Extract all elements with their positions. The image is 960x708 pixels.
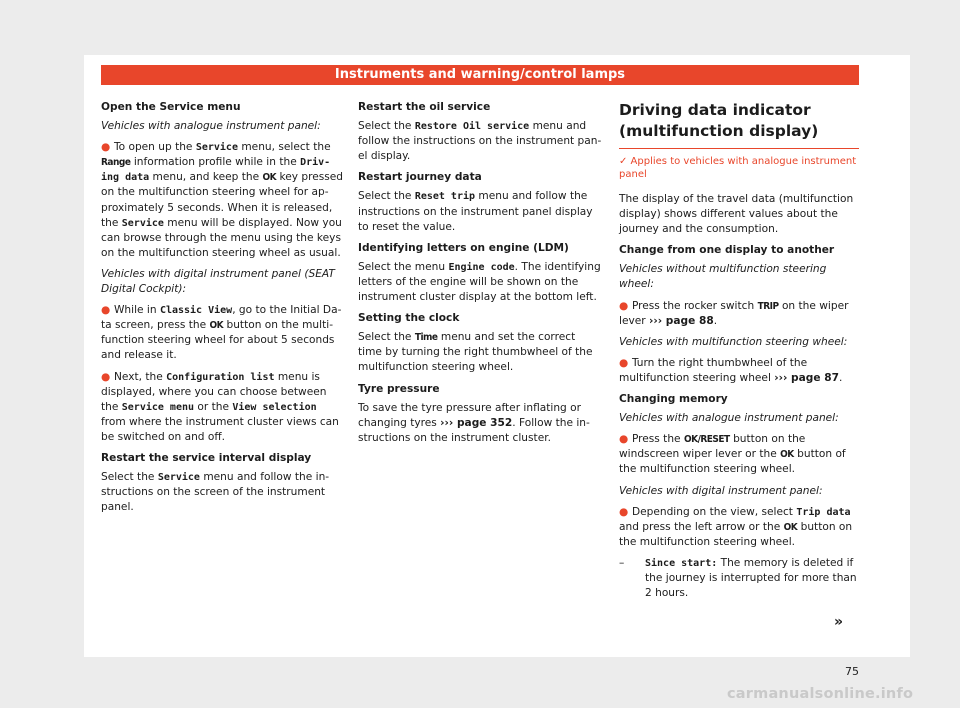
watermark: carmanualsonline.info	[727, 686, 914, 702]
page-header: Instruments and warning/control lamps	[101, 65, 859, 85]
dash-item-since-start: – Since start: The memory is deleted if the journey is interrupted for more than 2 hours.	[619, 556, 859, 601]
para-tyre-pressure: To save the tyre pressure after inflating or changing tyres ››› page 352. Follow the instructions on the instrument cluster.	[358, 401, 590, 444]
para-oil-service: Select the Restore Oil service menu and follow the instructions on the instrument panel display.	[358, 120, 602, 163]
bullet-dot-icon: ●	[619, 356, 632, 369]
heading-restart-journey-data: Restart journey data	[358, 171, 482, 184]
heading-tyre-pressure: Tyre pressure	[358, 382, 440, 395]
column-right	[619, 100, 859, 601]
subheading-digital: Vehicles with digital instrument panel (SEAT Digital Cockpit):	[101, 267, 335, 296]
bullet-rocker-switch: ● Press the rocker switch TRIP on the wiper lever ››› page 88.	[619, 299, 849, 327]
column-left	[101, 100, 344, 521]
heading-engine-letters: Identifying letters on engine (LDM)	[358, 241, 569, 254]
column-middle	[358, 100, 602, 452]
para-journey-data: Select the Reset trip menu and follow the instructions on the instrument panel display to reset the value.	[358, 190, 593, 233]
page-reference-link[interactable]: ››› page 352	[440, 416, 513, 429]
para-clock: Select the Time menu and set the correct time by turning the right thumbwheel of the multifunction steering wheel.	[358, 331, 593, 374]
subheading-analogue-panel: Vehicles with analogue instrument panel:	[619, 412, 839, 425]
bullet-dot-icon: ●	[619, 505, 632, 518]
subheading-digital-panel: Vehicles with digital instrument panel:	[619, 484, 823, 497]
heading-setting-clock: Setting the clock	[358, 312, 460, 325]
bullet-trip-data: ● Depending on the view, select Trip data and press the left arrow or the OK button on the multifunction steering wheel.	[619, 505, 853, 548]
heading-changing-memory: Changing memory	[619, 393, 728, 406]
applies-note: ✓ Applies to vehicles with analogue instrument panel	[619, 156, 857, 180]
para-intro: The display of the travel data (multifunction display) shows different values about the journey and the consumption.	[619, 193, 854, 236]
heading-open-service-menu: Open the Service menu	[101, 101, 241, 113]
dash-marker: –	[619, 556, 625, 569]
bullet-dot-icon: ●	[619, 299, 632, 312]
para-engine-code: Select the menu Engine code. The identifying letters of the engine will be shown on the instrument cluster display at the bottom left.	[358, 260, 601, 304]
bullet-dot-icon: ●	[101, 141, 114, 154]
para-service-interval: Select the Service menu and follow the instructions on the screen of the instrument panel.	[101, 471, 330, 514]
bullet-open-service: ● To open up the Service menu, select the Range information profile while in the Driv- ing data menu, and keep the OK key pressed on the multifunction steering wheel for approximately 5 seconds. When it is released, the Service menu will be displayed. Now you can browse through the menu using the keys on the multifunction steering wheel as usual.	[101, 141, 344, 259]
subheading-with-mfsw: Vehicles with multifunction steering wheel:	[619, 335, 848, 348]
bullet-dot-icon: ●	[619, 433, 632, 446]
bullet-thumbwheel: ● Turn the right thumbwheel of the multifunction steering wheel ››› page 87.	[619, 356, 843, 384]
bullet-configuration-list: ● Next, the Configuration list menu is displayed, where you can choose between the Service menu or the View selection from where the instrument cluster views can be switched on and off.	[101, 370, 339, 443]
bullet-dot-icon: ●	[101, 370, 114, 383]
page-reference-link[interactable]: ››› page 87	[774, 371, 839, 384]
bullet-dot-icon: ●	[101, 304, 114, 317]
bullet-classic-view: ● While in Classic View, go to the Initial Data screen, press the OK button on the multifunction steering wheel for about 5 seconds and release it.	[101, 304, 342, 362]
heading-restart-service-interval: Restart the service interval display	[101, 451, 312, 464]
subheading-without-mfsw: Vehicles without multifunction steering wheel:	[619, 263, 827, 291]
page-reference-link[interactable]: ››› page 88	[648, 314, 714, 327]
page-number: 75	[845, 665, 859, 678]
subheading-analogue: Vehicles with analogue instrument panel:	[101, 120, 321, 133]
continue-arrow: »	[834, 614, 844, 630]
heading-restart-oil-service: Restart the oil service	[358, 101, 491, 113]
heading-change-display: Change from one display to another	[619, 244, 835, 257]
section-title: Driving data indicator (multifunction display)	[619, 100, 859, 149]
bullet-ok-reset: ● Press the OK/RESET button on the windscreen wiper lever or the OK button of the multifunction steering wheel.	[619, 433, 846, 476]
